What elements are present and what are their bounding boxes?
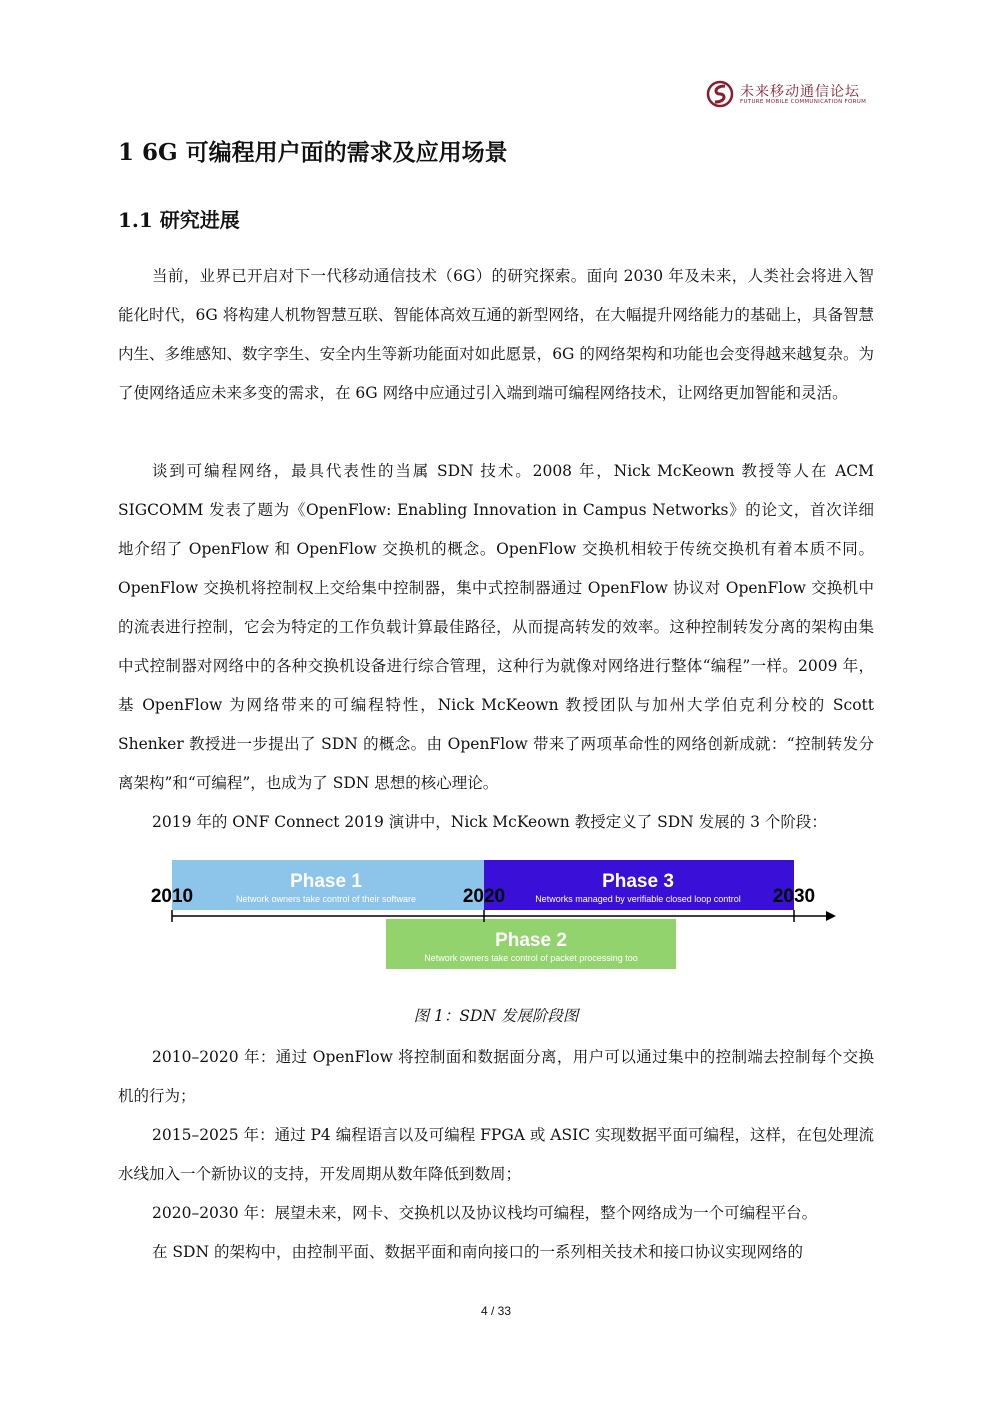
phase-2-desc: Network owners take control of packet processing too <box>424 953 638 963</box>
section-heading: 1 6G 可编程用户面的需求及应用场景 <box>118 139 508 166</box>
phase-2-title: Phase 2 <box>495 930 567 951</box>
timeline-arrow-head <box>826 911 836 921</box>
year-label-2010: 2010 <box>150 886 194 907</box>
forum-logo <box>706 78 866 112</box>
phase-1-title: Phase 1 <box>290 871 362 892</box>
year-label-2020: 2020 <box>462 886 506 907</box>
paragraph-sdn-architecture: 在 SDN 的架构中，由控制平面、数据平面和南向接口的一系列相关技术和接口协议实现网络的 <box>152 1243 803 1261</box>
paragraph-sdn-history: 谈到可编程网络，最具代表性的当属 SDN 技术。2008 年，Nick McKeown 教授等人在 ACM SIGCOMM 发表了题为《OpenFlow: Enabling Innovation in Campus Networks》的论文，首次详细地介绍了 OpenFlow 和 OpenFlow 交换机的概念。OpenFlow 交换机相较于传统交换机有着本质不同。OpenFlow 交换机将控制权上交给集中控制器，集中式控制器通过 OpenFlow 协议对 OpenFlow 交换机中的流表进行控制，它会为特定的工作负载计算最佳路径，从而提高转发的效率。这种控制转发分离的架构由集中式控制器对网络中的各种交换机设备进行综合管理，这种行为就像对网络进行整体“编程”一样。2009 年，基 OpenFlow 为网络带来的可编程特性，Nick McKeown 教授团队与加州大学伯克利分校的 Scott Shenker 教授进一步提出了 SDN 的概念。由 OpenFlow 带来了两项革命性的网络创新成就：“控制转发分离架构”和“可编程”，也成为了 SDN 思想的核心理论。 <box>118 462 874 792</box>
logo-english-text: FUTURE MOBILE COMMUNICATION FORUM <box>740 99 867 105</box>
paragraph-6g-intro: 当前，业界已开启对下一代移动通信技术（6G）的研究探索。面向 2030 年及未来，人类社会将进入智能化时代，6G 将构建人机物智慧互联、智能体高效互通的新型网络，在大幅提升网络能力的基础上，具备智慧内生、多维感知、数字孪生、安全内生等新功能面对如此愿景，6G 的网络架构和功能也会变得越来越复杂。为了使网络适应未来多变的需求，在 6G 网络中应通过引入端到端可编程网络技术，让网络更加智能和灵活。 <box>118 267 874 402</box>
page-number: 4 / 33 <box>480 1304 512 1318</box>
paragraph-phase-2015: 2015–2025 年：通过 P4 编程语言以及可编程 FPGA 或 ASIC 实现数据平面可编程，这样，在包处理流水线加入一个新协议的支持，开发周期从数年降低到数周； <box>118 1126 874 1183</box>
phase-3-title: Phase 3 <box>602 871 674 892</box>
logo-chinese-text: 未来移动通信论坛 <box>740 84 860 100</box>
phase-1-desc: Network owners take control of their software <box>235 894 417 904</box>
phase-3-desc: Networks managed by verifiable closed loop control <box>535 894 741 904</box>
year-label-2030: 2030 <box>772 886 816 907</box>
paragraph-onf-connect: 2019 年的 ONF Connect 2019 演讲中，Nick McKeown 教授定义了 SDN 发展的 3 个阶段： <box>152 813 827 831</box>
figure-caption: 图 1：SDN 发展阶段图 <box>413 1007 579 1025</box>
subsection-heading: 1.1 研究进展 <box>118 208 240 232</box>
paragraph-phase-2010: 2010–2020 年：通过 OpenFlow 将控制面和数据面分离，用户可以通过集中的控制端去控制每个交换机的行为； <box>118 1048 874 1105</box>
sdn-phase-diagram <box>140 855 860 975</box>
forum-logo-icon <box>706 78 736 110</box>
paragraph-phase-2020: 2020–2030 年：展望未来，网卡、交换机以及协议栈均可编程，整个网络成为一个可编程平台。 <box>152 1204 818 1222</box>
